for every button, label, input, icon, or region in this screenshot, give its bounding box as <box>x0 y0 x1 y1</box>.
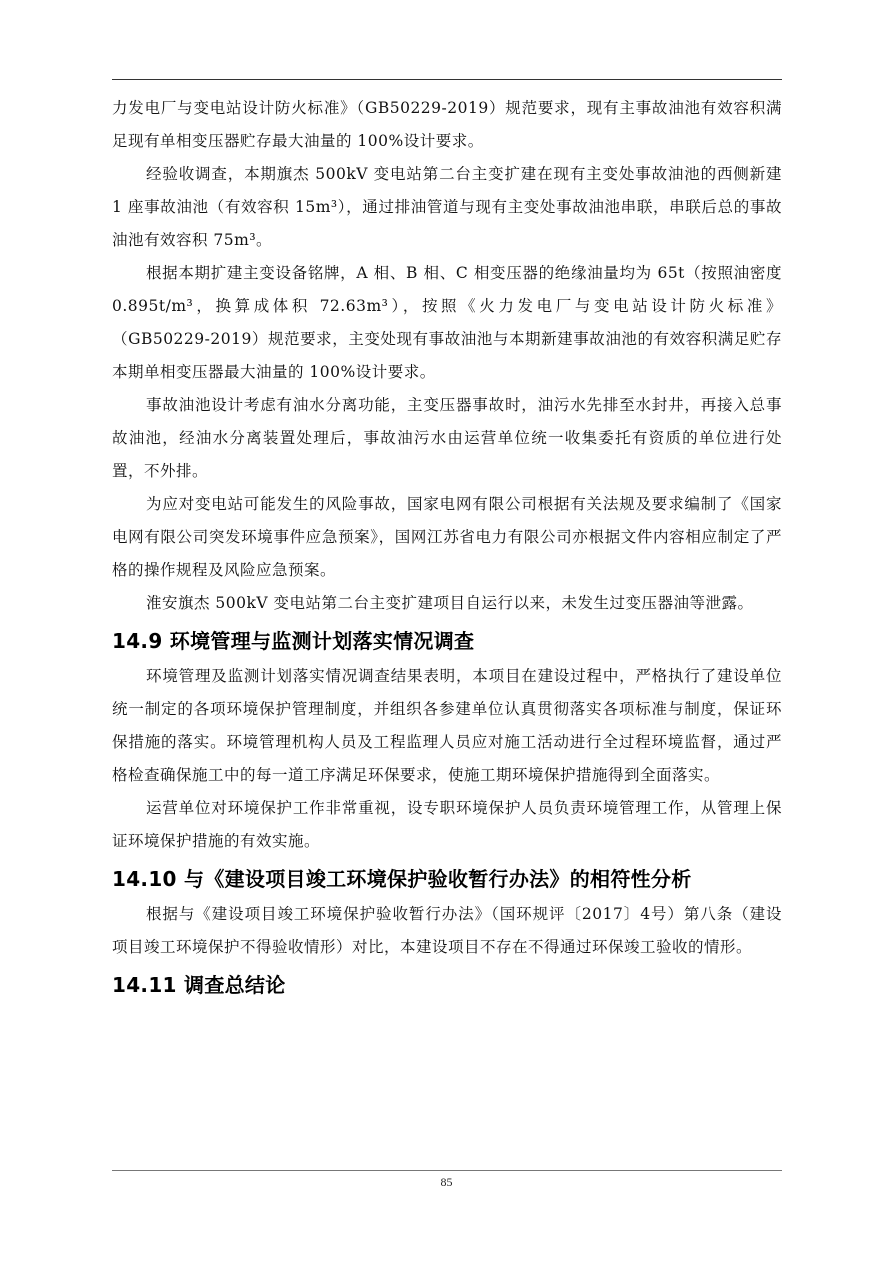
paragraph-transformer-oil: 根据本期扩建主变设备铭牌，A 相、B 相、C 相变压器的绝缘油量均为 65t（按照油密度 0.895t/m³，换算成体积 72.63m³），按照《火力发电厂与变电站设计防火标准》（GB50229-2019）规范要求，主变处现有事故油池与本期新建事故油池的有效容积满足贮存本期单相变压器最大油量的 100%设计要求。 <box>112 264 782 381</box>
paragraph-operator-staff: 运营单位对环境保护工作非常重视，设专职环境保护人员负责环境管理工作，从管理上保证环境保护措施的有效实施。 <box>112 799 782 850</box>
paragraph-continuation: 力发电厂与变电站设计防火标准》（GB50229-2019）规范要求，现有主事故油池有效容积满足现有单相变压器贮存最大油量的 100%设计要求。 <box>112 99 782 150</box>
section-heading-14-11: 14.11 调查总结论 <box>112 973 286 997</box>
document-body <box>112 92 782 1004</box>
section-heading-14-10: 14.10 与《建设项目竣工环境保护验收暂行办法》的相符性分析 <box>112 867 692 891</box>
paragraph-environment-management: 环境管理及监测计划落实情况调查结果表明，本项目在建设过程中，严格执行了建设单位统一制定的各项环境保护管理制度，并组织各参建单位认真贯彻落实各项标准与制度，保证环保措施的落实。环境管理机构人员及工程监理人员应对施工活动进行全过程环境监督，通过严格检查确保施工中的每一道工序满足环保要求，使施工期环境保护措施得到全面落实。 <box>112 667 782 784</box>
header-rule <box>112 79 782 80</box>
paragraph-no-leak: 淮安旗杰 500kV 变电站第二台主变扩建项目自运行以来，未发生过变压器油等泄露。 <box>146 594 754 612</box>
footer-rule <box>112 1170 782 1171</box>
section-heading-14-9: 14.9 环境管理与监测计划落实情况调查 <box>112 629 475 653</box>
paragraph-new-oil-pit: 经验收调查，本期旗杰 500kV 变电站第二台主变扩建在现有主变处事故油池的西侧新建 1 座事故油池（有效容积 15m³），通过排油管道与现有主变处事故油池串联，串联后总的事故油池有效容积 75m³。 <box>112 165 782 249</box>
paragraph-emergency-plan: 为应对变电站可能发生的风险事故，国家电网有限公司根据有关法规及要求编制了《国家电网有限公司突发环境事件应急预案》，国网江苏省电力有限公司亦根据文件内容相应制定了严格的操作规程及风险应急预案。 <box>112 495 782 579</box>
page-number: 85 <box>440 1175 453 1189</box>
paragraph-compliance-analysis: 根据与《建设项目竣工环境保护验收暂行办法》（国环规评〔2017〕4号）第八条（建设项目竣工环境保护不得验收情形）对比，本建设项目不存在不得通过环保竣工验收的情形。 <box>112 905 782 956</box>
paragraph-oil-water-separation: 事故油池设计考虑有油水分离功能，主变压器事故时，油污水先排至水封井，再接入总事故油池，经油水分离装置处理后，事故油污水由运营单位统一收集委托有资质的单位进行处置，不外排。 <box>112 396 782 480</box>
